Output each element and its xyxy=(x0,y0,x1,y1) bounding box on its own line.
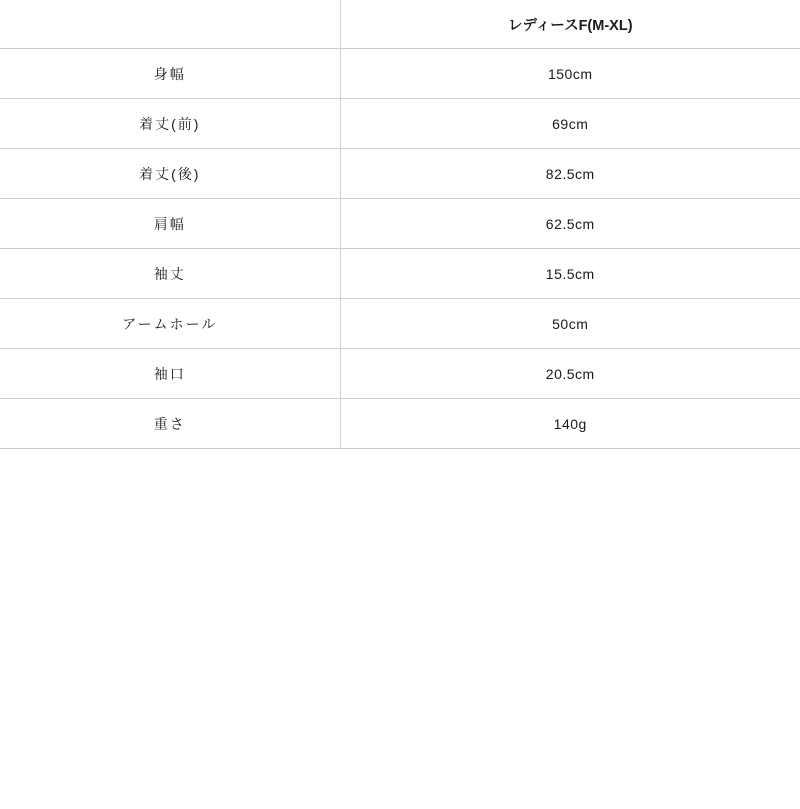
table-header-row xyxy=(0,0,800,49)
row-label: 着丈(前) xyxy=(0,99,340,149)
row-value: 62.5cm xyxy=(340,199,800,249)
row-label: 重さ xyxy=(0,399,340,449)
row-label: 肩幅 xyxy=(0,199,340,249)
table-row xyxy=(0,349,800,399)
row-label: 身幅 xyxy=(0,49,340,99)
table-body xyxy=(0,49,800,449)
row-label: アームホール xyxy=(0,299,340,349)
table-row xyxy=(0,249,800,299)
row-value: 82.5cm xyxy=(340,149,800,199)
row-value: 140g xyxy=(340,399,800,449)
row-value: 15.5cm xyxy=(340,249,800,299)
table-row xyxy=(0,49,800,99)
row-label: 袖丈 xyxy=(0,249,340,299)
row-label: 袖口 xyxy=(0,349,340,399)
table-row xyxy=(0,149,800,199)
row-label: 着丈(後) xyxy=(0,149,340,199)
row-value: 50cm xyxy=(340,299,800,349)
header-value-column: レディースF(M-XL) xyxy=(340,0,800,49)
table-row xyxy=(0,399,800,449)
table-row xyxy=(0,299,800,349)
row-value: 20.5cm xyxy=(340,349,800,399)
row-value: 150cm xyxy=(340,49,800,99)
table-row xyxy=(0,99,800,149)
blank-area xyxy=(0,449,800,809)
header-label-column xyxy=(0,0,340,49)
row-value: 69cm xyxy=(340,99,800,149)
table-row xyxy=(0,199,800,249)
